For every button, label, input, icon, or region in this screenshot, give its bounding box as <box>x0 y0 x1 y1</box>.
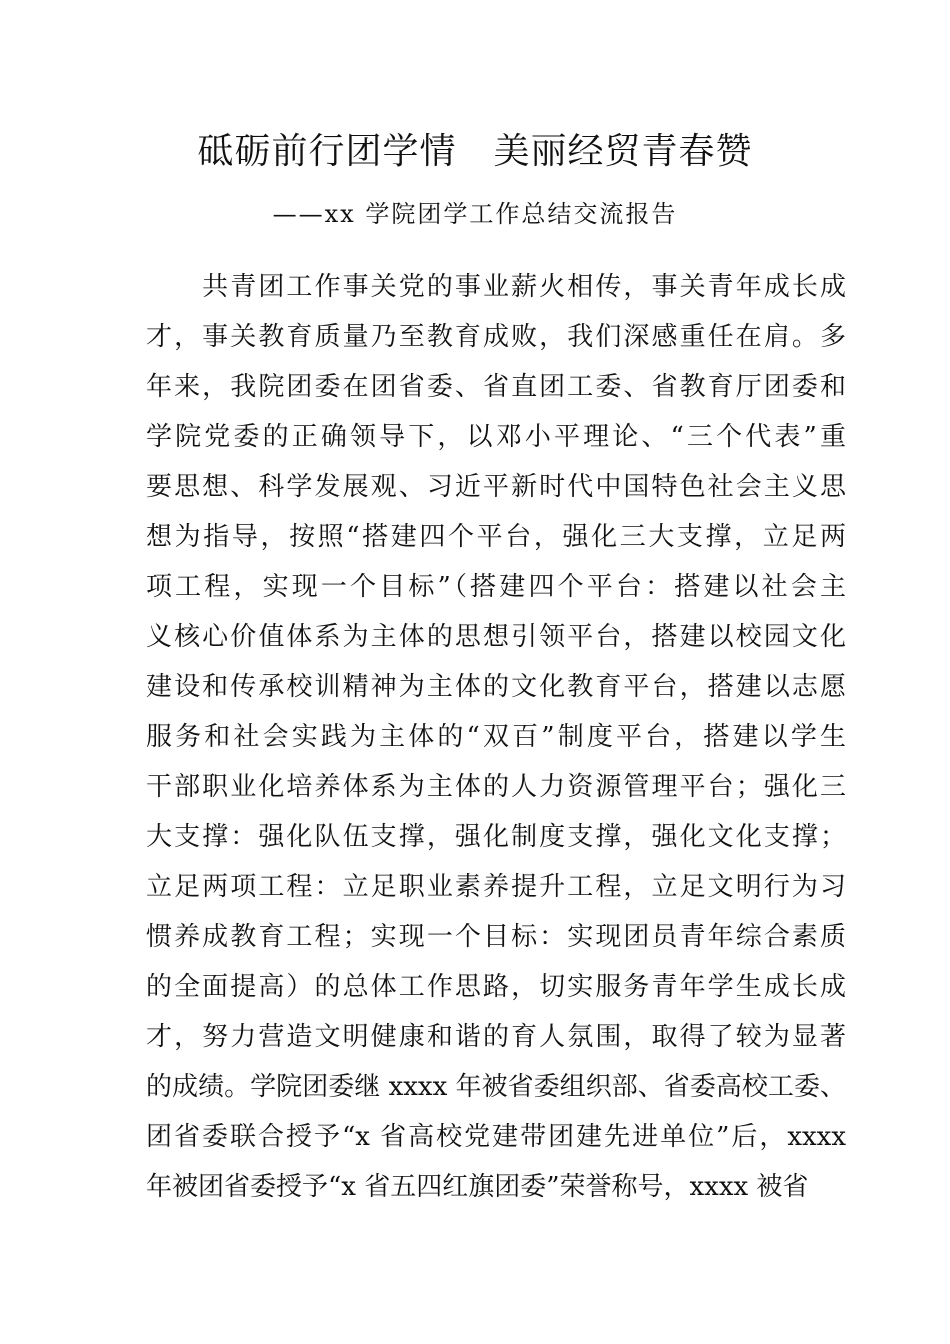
body-line: 服务和社会实践为主体的“双百”制度平台，搭建以学生 <box>146 722 846 752</box>
body-line: 要思想、科学发展观、习近平新时代中国特色社会主义思 <box>146 472 846 502</box>
document-title: 砥砺前行团学情 美丽经贸青春赞 <box>197 131 753 172</box>
body-paragraph <box>146 262 846 1212</box>
body-line: 才，努力营造文明健康和谐的育人氛围，取得了较为显著 <box>146 1022 846 1052</box>
body-line: 惯养成教育工程；实现一个目标：实现团员青年综合素质 <box>146 922 846 952</box>
body-line: 建设和传承校训精神为主体的文化教育平台，搭建以志愿 <box>146 672 846 702</box>
body-line: 立足两项工程：立足职业素养提升工程，立足文明行为习 <box>146 872 846 902</box>
body-line: 共青团工作事关党的事业薪火相传，事关青年成长成 <box>146 272 846 302</box>
body-line: 的成绩。学院团委继 xxxx 年被省委组织部、省委高校工委、 <box>146 1072 846 1102</box>
body-line: 干部职业化培养体系为主体的人力资源管理平台；强化三 <box>146 772 846 802</box>
document-subtitle: ——xx 学院团学工作总结交流报告 <box>272 200 678 228</box>
body-line: 年来，我院团委在团省委、省直团工委、省教育厅团委和 <box>146 372 846 402</box>
body-line: 义核心价值体系为主体的思想引领平台，搭建以校园文化 <box>146 622 846 652</box>
body-line: 才，事关教育质量乃至教育成败，我们深感重任在肩。多 <box>146 322 846 352</box>
body-line: 的全面提高）的总体工作思路，切实服务青年学生成长成 <box>146 972 846 1002</box>
body-line: 项工程，实现一个目标”（搭建四个平台：搭建以社会主 <box>146 572 846 602</box>
body-line: 想为指导，按照“搭建四个平台，强化三大支撑，立足两 <box>146 522 846 552</box>
body-line: 学院党委的正确领导下，以邓小平理论、“三个代表”重 <box>146 422 846 452</box>
body-line: 大支撑：强化队伍支撑，强化制度支撑，强化文化支撑； <box>146 822 846 852</box>
body-line: 团省委联合授予“x 省高校党建带团建先进单位”后，xxxx <box>146 1122 846 1152</box>
body-line: 年被团省委授予“x 省五四红旗团委”荣誉称号，xxxx 被省 <box>146 1172 809 1202</box>
